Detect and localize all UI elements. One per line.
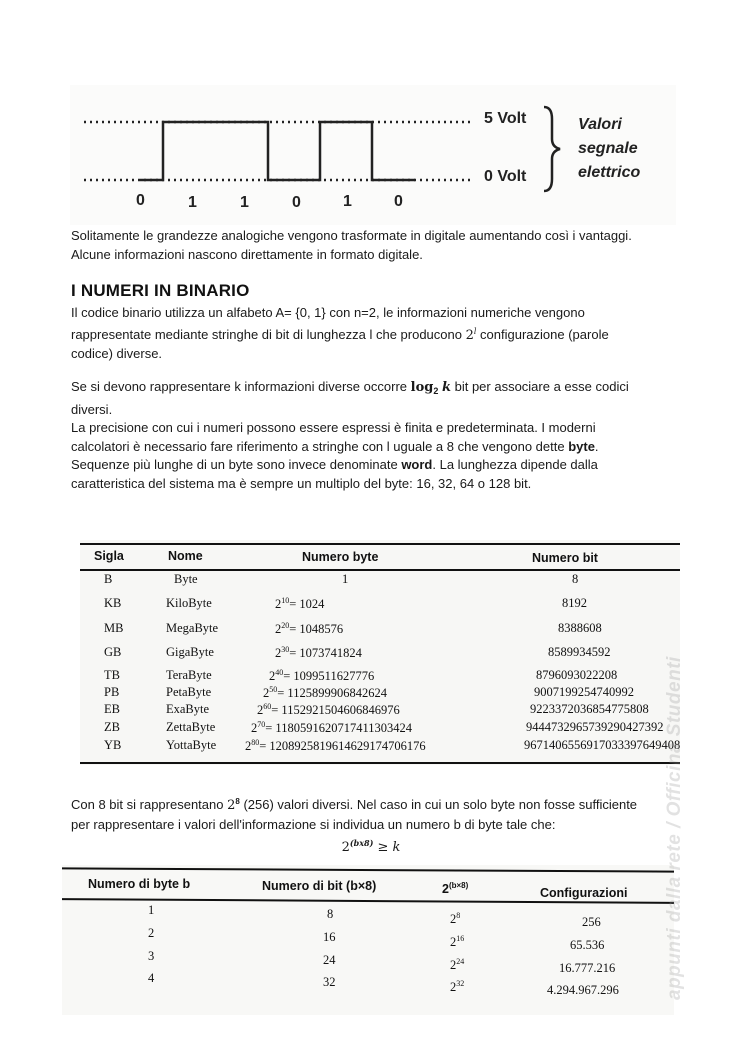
cell-bit-count: 8 bbox=[327, 907, 334, 921]
binary-code-paragraph bbox=[71, 304, 681, 364]
cell-nome: PetaByte bbox=[166, 685, 212, 699]
cell-sigla: EB bbox=[104, 702, 120, 716]
text-line bbox=[71, 456, 691, 475]
cell-numero-bit: 8 bbox=[572, 572, 579, 586]
column-header: Numero byte bbox=[302, 550, 379, 564]
cell-nome: Byte bbox=[174, 572, 198, 586]
byte-configurations-table bbox=[62, 865, 674, 1015]
text-line: per rappresentare i valori dell'informazione si individua un numero b di byte tale che: bbox=[71, 816, 556, 832]
text-line: caratteristica del sistema ma è sempre un multiplo del byte: 16, 32, 64 o 128 bit. bbox=[71, 475, 532, 491]
bit-label: 0 bbox=[394, 193, 403, 210]
inequality-formula: $2^{(bx8)} \ge k$ bbox=[341, 838, 401, 855]
column-header: Numero di byte b bbox=[88, 877, 191, 891]
text-fragment: . La lunghezza dipende dalla bbox=[432, 457, 598, 472]
text-line bbox=[71, 793, 691, 816]
cell-sigla: ZB bbox=[104, 720, 120, 734]
text-fragment: Sequenze più lunghe di un byte sono invece denominate bbox=[71, 457, 402, 472]
cell-power: $2^{32}$ bbox=[450, 979, 465, 994]
table-bottom-rule bbox=[80, 762, 680, 764]
signal-caption-line: elettrico bbox=[578, 164, 641, 181]
text-line: codice) diverse. bbox=[71, 346, 163, 361]
table-top-rule bbox=[62, 867, 674, 872]
column-header: $2^{(b\times 8)}$ bbox=[442, 881, 469, 896]
byte-units-table bbox=[80, 540, 680, 765]
text-fragment: Se si devono rappresentare k informazioni diverse occorre bbox=[71, 379, 411, 394]
cell-nome: KiloByte bbox=[166, 596, 212, 610]
cell-power: $2^{24}$ bbox=[450, 957, 465, 972]
cell-numero-bit: 8796093022208 bbox=[536, 668, 618, 682]
term-word: word bbox=[401, 457, 433, 472]
formula-base: 2 bbox=[465, 327, 474, 343]
cell-byte-count: 3 bbox=[148, 949, 155, 963]
cell-numero-bit: 8192 bbox=[562, 596, 587, 610]
byte-count-paragraph bbox=[71, 793, 691, 858]
cell-sigla: YB bbox=[104, 738, 122, 752]
cell-sigla: TB bbox=[104, 668, 120, 682]
text-fragment: Con 8 bit si rappresentano bbox=[71, 797, 228, 812]
signal-caption-line: segnale bbox=[578, 140, 638, 157]
cell-byte-count: 4 bbox=[148, 971, 155, 985]
column-header: Numero bit bbox=[532, 551, 598, 565]
low-voltage-label: 0 Volt bbox=[484, 168, 527, 185]
cell-numero-bit: 9671406556917033397649408 bbox=[524, 738, 681, 752]
cell-sigla: PB bbox=[104, 685, 120, 699]
cell-numero-bit: 9007199254740992 bbox=[534, 685, 634, 699]
high-voltage-label: 5 Volt bbox=[484, 110, 527, 127]
text-fragment: configurazione (parole bbox=[476, 326, 609, 342]
cell-numero-byte: $2^{60}= 1152921504606846976$ bbox=[257, 702, 400, 717]
column-header: Numero di bit (b×8) bbox=[262, 879, 377, 893]
text-line bbox=[71, 378, 691, 401]
cell-numero-byte: 1 bbox=[342, 572, 349, 586]
power-base: 2 bbox=[227, 798, 236, 813]
cell-nome: GigaByte bbox=[166, 645, 214, 659]
text-fragment: . bbox=[594, 438, 599, 454]
text-fragment: rappresentate mediante stringhe di bit di lunghezza l che producono bbox=[71, 326, 466, 342]
digital-signal-figure bbox=[70, 85, 676, 225]
bit-label: 1 bbox=[240, 194, 249, 211]
cell-numero-byte: $2^{20}= 1048576$ bbox=[275, 621, 344, 636]
cell-nome: MegaByte bbox=[166, 621, 219, 635]
cell-bit-count: 32 bbox=[323, 975, 336, 989]
cell-numero-byte: $2^{30}= 1073741824$ bbox=[275, 645, 362, 660]
watermark: appunti dalla rete / Officina Studenti bbox=[664, 656, 685, 1000]
intro-paragraph bbox=[71, 227, 632, 264]
text-fragment: (256) valori diversi. Nel caso in cui un solo byte non fosse sufficiente bbox=[239, 797, 638, 812]
cell-byte-count: 1 bbox=[148, 903, 155, 917]
cell-configurations: 256 bbox=[582, 915, 601, 929]
cell-byte-count: 2 bbox=[148, 926, 155, 940]
cell-configurations: 65.536 bbox=[570, 938, 605, 952]
cell-numero-byte: $2^{70}= 1180591620717411303424$ bbox=[251, 720, 412, 735]
column-header: Sigla bbox=[94, 549, 124, 563]
text-line bbox=[71, 438, 691, 457]
section-heading: I NUMERI IN BINARIO bbox=[71, 281, 250, 300]
column-header: Nome bbox=[168, 549, 203, 563]
log-formula: $\log_2 k$ bbox=[410, 380, 451, 396]
text-fragment: bit per associare a esse codici bbox=[450, 379, 629, 394]
cell-bit-count: 16 bbox=[323, 930, 336, 944]
table-top-rule bbox=[80, 543, 680, 545]
bit-label: 0 bbox=[292, 194, 301, 211]
table-header-rule bbox=[80, 569, 680, 571]
cell-numero-byte: $2^{10}= 1024$ bbox=[275, 596, 325, 611]
cell-bit-count: 24 bbox=[323, 953, 336, 967]
text-line bbox=[71, 323, 681, 346]
text-line: La precisione con cui i numeri possono essere espressi è finita e predeterminata. I moderni bbox=[71, 420, 596, 435]
cell-numero-bit: 9223372036854775808 bbox=[530, 702, 649, 716]
term-byte: byte bbox=[568, 438, 595, 454]
cell-configurations: 16.777.216 bbox=[559, 961, 616, 975]
text-fragment: calcolatori è necessario fare riferimento a stringhe con l uguale a 8 che vengono dette bbox=[71, 438, 569, 454]
cell-numero-byte: $2^{50}= 1125899906842624$ bbox=[263, 685, 387, 700]
cell-power: $2^8$ bbox=[450, 911, 461, 926]
cell-configurations: 4.294.967.296 bbox=[547, 983, 619, 997]
bit-label: 1 bbox=[343, 193, 352, 210]
text-line: Alcune informazioni nascono direttamente in formato digitale. bbox=[71, 246, 423, 262]
text-line: diversi. bbox=[71, 401, 113, 417]
cell-numero-byte: $2^{40}= 1099511627776$ bbox=[269, 668, 375, 683]
cell-numero-byte: $2^{80}= 1208925819614629174706176$ bbox=[245, 738, 426, 753]
precision-paragraph bbox=[71, 378, 691, 493]
cell-nome: ExaByte bbox=[166, 702, 210, 716]
cell-power: $2^{16}$ bbox=[450, 934, 465, 949]
cell-numero-bit: 9444732965739290427392 bbox=[526, 720, 664, 734]
power-exponent: 8 bbox=[235, 797, 240, 806]
cell-nome: TeraByte bbox=[166, 668, 212, 682]
cell-sigla: B bbox=[104, 572, 113, 586]
text-line: Solitamente le grandezze analogiche vengono trasformate in digitale aumentando così i vantaggi. bbox=[71, 228, 632, 243]
signal-caption-line: Valori bbox=[578, 116, 622, 133]
column-header: Configurazioni bbox=[540, 886, 628, 900]
cell-nome: ZettaByte bbox=[166, 720, 216, 734]
formula-exponent: l bbox=[473, 326, 477, 336]
cell-numero-bit: 8388608 bbox=[558, 621, 602, 635]
cell-numero-bit: 8589934592 bbox=[548, 645, 611, 659]
cell-sigla: MB bbox=[104, 621, 124, 635]
text-line: Il codice binario utilizza un alfabeto A= {0, 1} con n=2, le informazioni numeriche vengono bbox=[71, 305, 585, 320]
bit-label: 1 bbox=[188, 194, 197, 211]
cell-sigla: KB bbox=[104, 596, 122, 610]
cell-nome: YottaByte bbox=[166, 738, 217, 752]
cell-sigla: GB bbox=[104, 645, 122, 659]
bit-label: 0 bbox=[136, 192, 145, 209]
